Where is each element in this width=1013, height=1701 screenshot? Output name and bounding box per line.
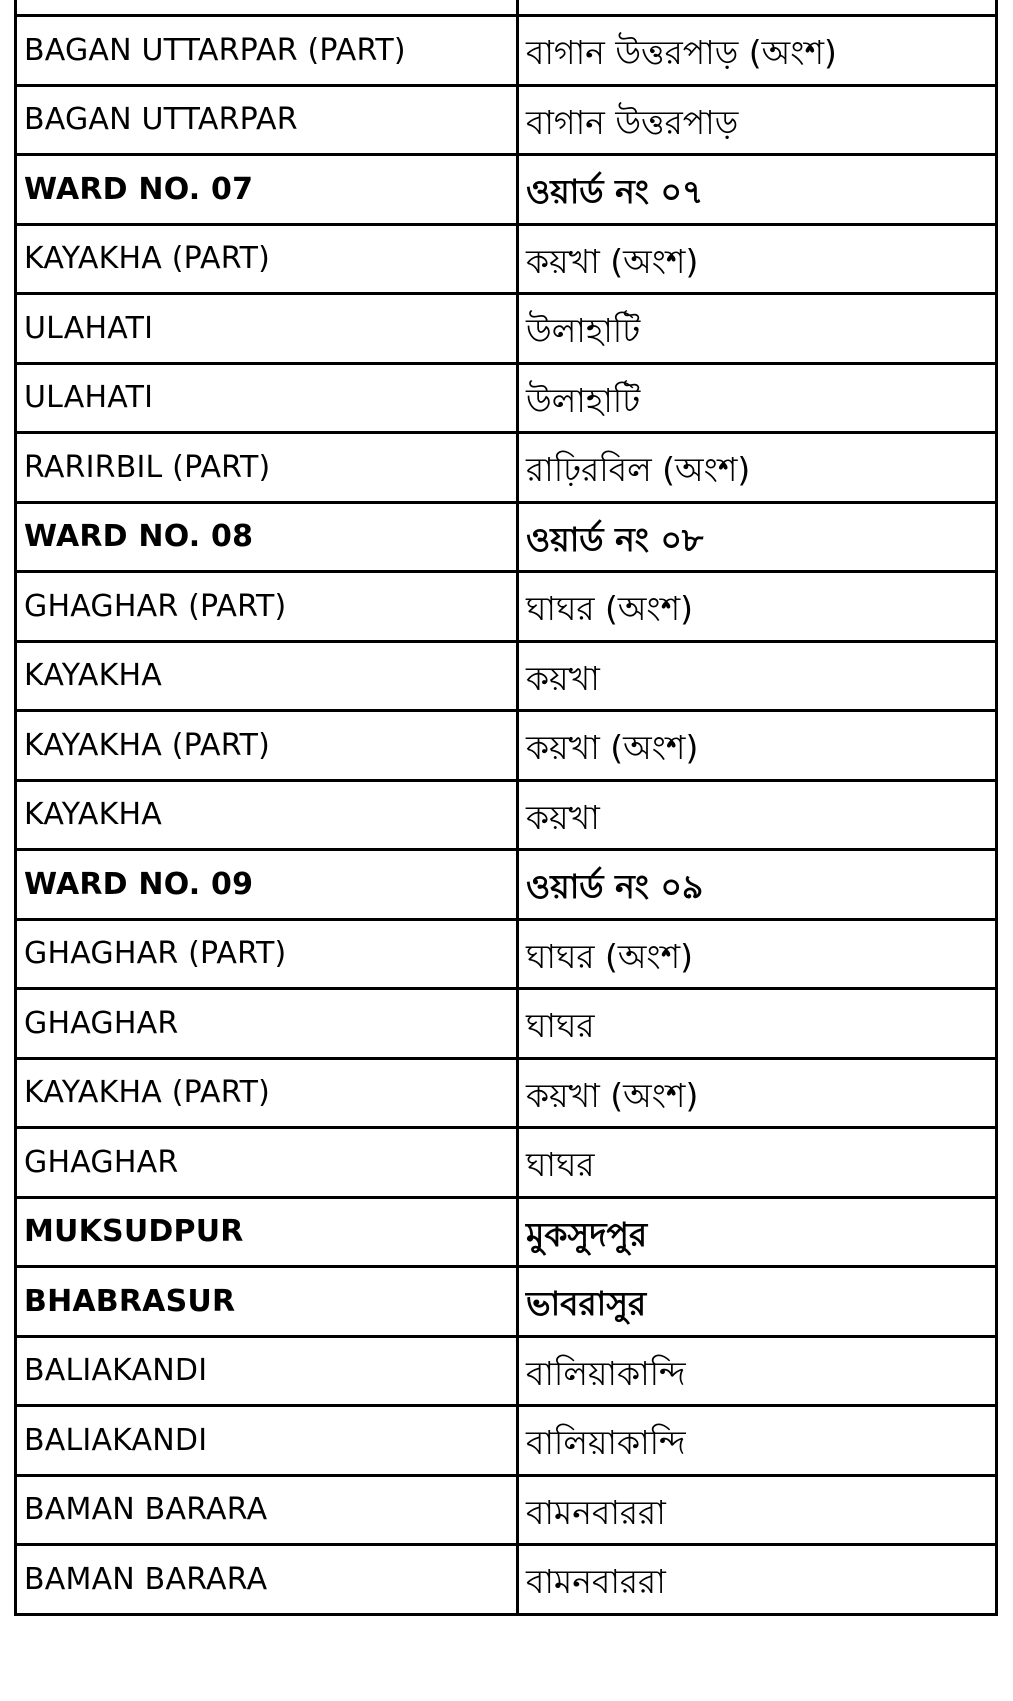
table-heading-row: [14, 1199, 998, 1269]
english-name-cell: KAYAKHA: [14, 643, 519, 710]
table-heading-row: [14, 156, 998, 226]
english-name-cell: MUKSUDPUR: [14, 1199, 519, 1266]
bengali-name-cell: বামনবাররা: [519, 1477, 998, 1544]
table-row: [14, 1060, 998, 1130]
bengali-name-cell: ঘাঘর: [519, 990, 998, 1057]
table-row: [14, 921, 998, 991]
english-name-cell: GHAGHAR (PART): [14, 921, 519, 988]
bengali-name-cell: ওয়ার্ড নং ০৭: [519, 156, 998, 223]
table-top-stub-right: [995, 0, 998, 14]
table-row: [14, 1338, 998, 1408]
bengali-name-cell: কয়খা: [519, 643, 998, 710]
bengali-name-cell: বামনবাররা: [519, 1546, 998, 1613]
table-row: [14, 990, 998, 1060]
english-name-cell: ULAHATI: [14, 295, 519, 362]
table-row: [14, 434, 998, 504]
table-heading-row: [14, 504, 998, 574]
bengali-name-cell: কয়খা (অংশ): [519, 1060, 998, 1127]
table-row: [14, 365, 998, 435]
bengali-name-cell: বাগান উত্তরপাড় (অংশ): [519, 17, 998, 84]
table-heading-row: [14, 1268, 998, 1338]
english-name-cell: GHAGHAR (PART): [14, 573, 519, 640]
table-row: [14, 1129, 998, 1199]
bengali-name-cell: কয়খা (অংশ): [519, 226, 998, 293]
table-row: [14, 226, 998, 296]
english-name-cell: RARIRBIL (PART): [14, 434, 519, 501]
english-name-cell: BAMAN BARARA: [14, 1546, 519, 1613]
english-name-cell: GHAGHAR: [14, 990, 519, 1057]
bengali-name-cell: ভাবরাসুর: [519, 1268, 998, 1335]
table-row: [14, 87, 998, 157]
bengali-name-cell: ঘাঘর (অংশ): [519, 573, 998, 640]
table-row: [14, 1546, 998, 1616]
bengali-name-cell: উলাহাটি: [519, 365, 998, 432]
bengali-name-cell: কয়খা (অংশ): [519, 712, 998, 779]
bengali-name-cell: মুকসুদপুর: [519, 1199, 998, 1266]
table-row: [14, 17, 998, 87]
bengali-name-cell: বালিয়াকান্দি: [519, 1407, 998, 1474]
english-name-cell: KAYAKHA (PART): [14, 226, 519, 293]
english-name-cell: BHABRASUR: [14, 1268, 519, 1335]
english-name-cell: BALIAKANDI: [14, 1407, 519, 1474]
english-name-cell: GHAGHAR: [14, 1129, 519, 1196]
table-heading-row: [14, 851, 998, 921]
english-name-cell: BALIAKANDI: [14, 1338, 519, 1405]
table-top-stub-mid: [516, 0, 519, 14]
english-name-cell: KAYAKHA (PART): [14, 1060, 519, 1127]
bengali-name-cell: ঘাঘর: [519, 1129, 998, 1196]
english-name-cell: WARD NO. 08: [14, 504, 519, 571]
bengali-name-cell: বাগান উত্তরপাড়: [519, 87, 998, 154]
bengali-name-cell: রাঢ়িরবিল (অংশ): [519, 434, 998, 501]
table-row: [14, 643, 998, 713]
english-name-cell: BAMAN BARARA: [14, 1477, 519, 1544]
table-row: [14, 573, 998, 643]
table-top-stub-left: [14, 0, 17, 14]
bengali-name-cell: ঘাঘর (অংশ): [519, 921, 998, 988]
english-name-cell: BAGAN UTTARPAR (PART): [14, 17, 519, 84]
english-name-cell: BAGAN UTTARPAR: [14, 87, 519, 154]
english-name-cell: KAYAKHA: [14, 782, 519, 849]
bengali-name-cell: ওয়ার্ড নং ০৯: [519, 851, 998, 918]
table-row: [14, 1477, 998, 1547]
bengali-name-cell: উলাহাটি: [519, 295, 998, 362]
table-row: [14, 782, 998, 852]
table-row: [14, 1407, 998, 1477]
bengali-name-cell: ওয়ার্ড নং ০৮: [519, 504, 998, 571]
bengali-name-cell: কয়খা: [519, 782, 998, 849]
english-name-cell: WARD NO. 09: [14, 851, 519, 918]
table-row: [14, 712, 998, 782]
english-name-cell: ULAHATI: [14, 365, 519, 432]
bengali-name-cell: বালিয়াকান্দি: [519, 1338, 998, 1405]
place-name-table: [14, 14, 998, 1616]
table-row: [14, 295, 998, 365]
english-name-cell: WARD NO. 07: [14, 156, 519, 223]
english-name-cell: KAYAKHA (PART): [14, 712, 519, 779]
